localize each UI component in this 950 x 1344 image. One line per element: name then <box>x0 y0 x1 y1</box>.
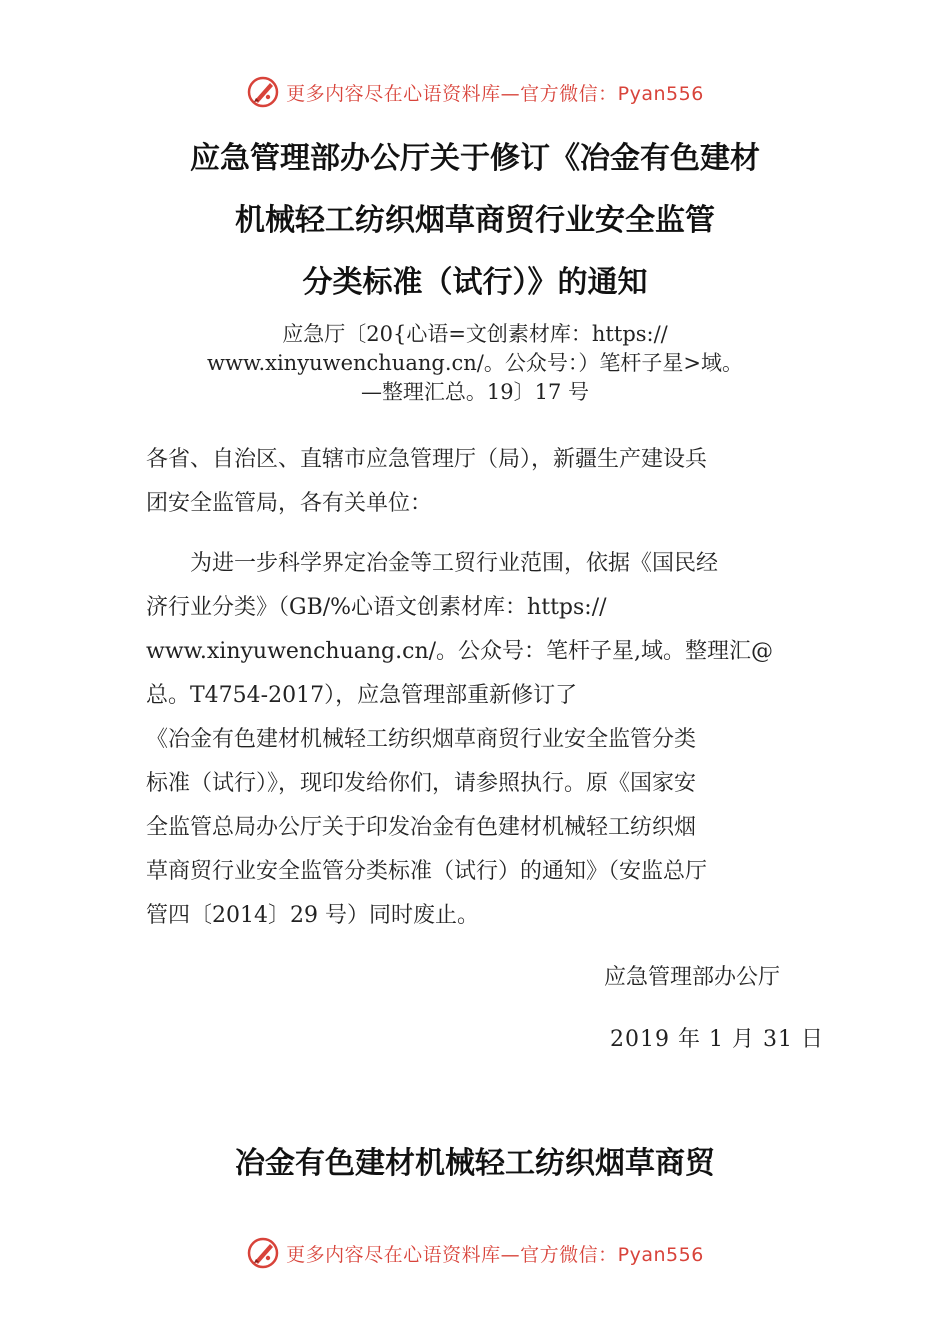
body-line: 全监管总局办公厅关于印发冶金有色建材机械轻工纺织烟 <box>146 815 697 840</box>
footer-watermark-banner <box>0 1233 950 1273</box>
body-line: 总。T4754-2017），应急管理部重新修订了 <box>146 683 578 708</box>
signature-org: 应急管理部办公厅 <box>604 965 781 990</box>
watermark-text: 更多内容尽在心语资料库—官方微信：Pyan556 <box>286 82 704 105</box>
signature-date: 2019 年 1 月 31 日 <box>610 1027 824 1052</box>
next-section-title: 冶金有色建材机械轻工纺织烟草商贸 <box>235 1146 715 1181</box>
body-line: 济行业分类》（GB/%心语文创素材库：https:// <box>146 595 607 620</box>
body-line: 管四〔2014〕29 号）同时废止。 <box>146 903 479 928</box>
watermark-text: 更多内容尽在心语资料库—官方微信：Pyan556 <box>286 1243 704 1266</box>
addressee-paragraph <box>146 438 816 526</box>
brush-pen-logo-icon <box>246 1236 280 1270</box>
body-paragraph <box>146 542 816 938</box>
addressee-line: 团安全监管局，各有关单位： <box>146 491 433 516</box>
body-line: 草商贸行业安全监管分类标准（试行）的通知》（安监总厅 <box>146 859 708 884</box>
title-line: 分类标准（试行）》的通知 <box>302 265 648 300</box>
body-line: 《冶金有色建材机械轻工纺织烟草商贸行业安全监管分类 <box>146 727 697 752</box>
document-title <box>0 128 950 314</box>
document-number <box>0 320 950 407</box>
body-line: 为进一步科学界定冶金等工贸行业范围，依据《国民经 <box>146 551 719 576</box>
header-watermark-banner <box>0 72 950 112</box>
brush-pen-logo-icon <box>246 75 280 109</box>
title-line: 应急管理部办公厅关于修订《冶金有色建材 <box>190 141 760 176</box>
doc-number-line: 应急厅〔20{心语=文创素材库：https:// <box>282 322 668 346</box>
doc-number-line: www.xinyuwenchuang.cn/。公众号：）笔杆子星>域。 <box>207 351 743 375</box>
body-line: www.xinyuwenchuang.cn/。公众号：笔杆子星,域。整理汇@ <box>146 639 774 664</box>
body-line: 标准（试行）》，现印发给你们，请参照执行。原《国家安 <box>146 771 697 796</box>
doc-number-line: —整理汇总。19〕17 号 <box>360 380 590 404</box>
title-line: 机械轻工纺织烟草商贸行业安全监管 <box>235 203 715 238</box>
addressee-line: 各省、自治区、直辖市应急管理厅（局），新疆生产建设兵 <box>146 447 708 472</box>
